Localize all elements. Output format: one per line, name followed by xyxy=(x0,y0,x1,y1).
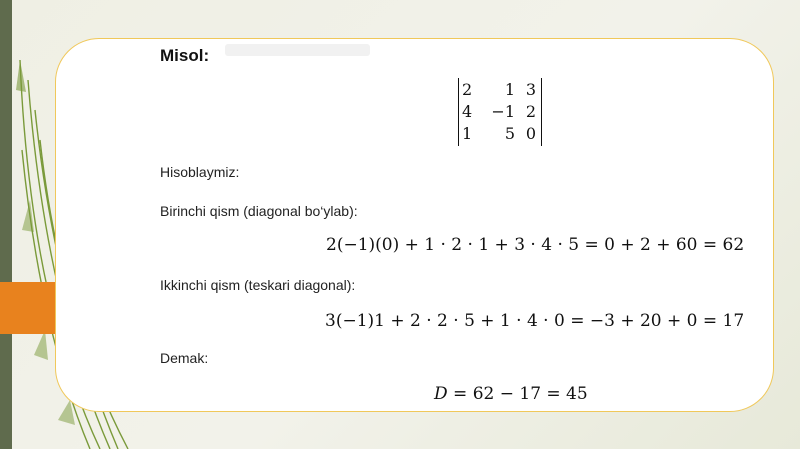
equation-first-part: 2(−1)(0) + 1 · 2 · 1 + 3 · 4 · 5 = 0 + 2 + 60 = 62 xyxy=(326,235,745,255)
title-highlight xyxy=(225,44,370,56)
matrix-cell: 0 xyxy=(525,124,536,143)
label-hisoblaymiz: Hisoblaymiz: xyxy=(160,164,240,180)
matrix-row xyxy=(459,124,541,146)
orange-accent-tab xyxy=(0,282,60,334)
equation-second-part: 3(−1)1 + 2 · 2 · 5 + 1 · 4 · 0 = −3 + 20 + 0 = 17 xyxy=(325,311,745,331)
matrix-cell: 1 xyxy=(504,80,515,99)
matrix-row xyxy=(459,102,541,124)
result-expression: = 62 − 17 = 45 xyxy=(447,384,588,404)
equation-result xyxy=(434,384,588,404)
matrix-cell: −1 xyxy=(491,102,515,121)
label-birinchi-qism: Birinchi qism (diagonal bo‘ylab): xyxy=(160,203,358,219)
matrix-cell: 2 xyxy=(525,102,536,121)
matrix-cell: 1 xyxy=(462,124,473,143)
matrix-cell: 3 xyxy=(525,80,536,99)
matrix-row xyxy=(459,80,541,102)
slide-title: Misol: xyxy=(160,46,210,65)
matrix-cell: 4 xyxy=(462,102,473,121)
result-variable: D xyxy=(434,384,448,404)
determinant-matrix xyxy=(458,78,542,146)
label-demak: Demak: xyxy=(160,350,209,366)
matrix-cell: 5 xyxy=(504,124,515,143)
matrix-cell: 2 xyxy=(462,80,473,99)
label-ikkinchi-qism: Ikkinchi qism (teskari diagonal): xyxy=(160,277,356,293)
